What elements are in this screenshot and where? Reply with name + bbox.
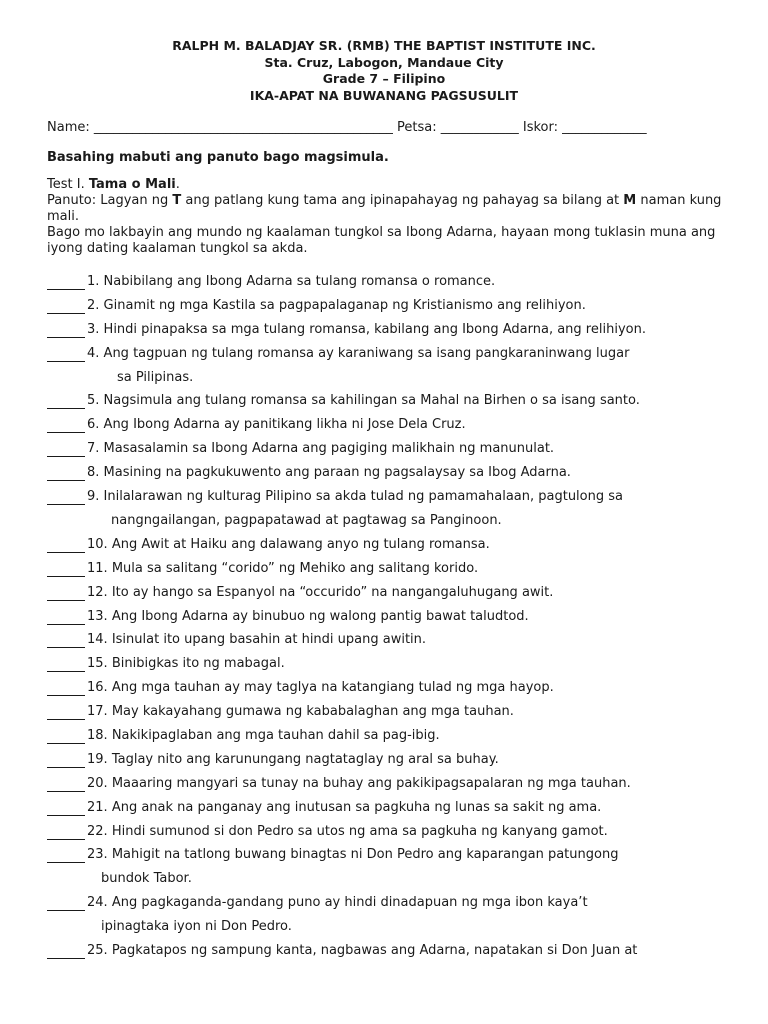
question-text (87, 294, 747, 318)
date-field[interactable]: ____________ (440, 120, 519, 135)
question-text (87, 342, 747, 390)
student-info-line (47, 120, 647, 135)
question-continuation: nangngailangan, pagpapatawad at pagtawag sa Panginoon. (111, 512, 502, 528)
answer-blank[interactable] (47, 656, 85, 672)
question-line (87, 322, 646, 337)
school-address: Sta. Cruz, Labogon, Mandaue City (264, 54, 504, 70)
question-statement: Nabibilang ang Ibong Adarna sa tulang romansa o romance. (103, 274, 496, 289)
answer-blank[interactable] (47, 943, 85, 959)
question-statement: May kakayahang gumawa ng kababalaghan ang mga tauhan. (111, 704, 514, 720)
question-line (87, 465, 571, 480)
question-number: 4. (87, 345, 100, 361)
question-statement: Ang Ibong Adarna ay panitikang likha ni Jose Dela Cruz. (103, 417, 466, 433)
question-text (87, 605, 747, 629)
question-number: 21. (87, 799, 108, 815)
question-number: 10. (87, 536, 108, 552)
question-statement: Ang pagkaganda-gandang puno ay hindi dinadapuan ng mga ibon kaya’t (111, 895, 588, 911)
question-statement: Binibigkas ito ng mabagal. (111, 656, 285, 672)
question-text (87, 389, 747, 413)
question-text (87, 748, 747, 772)
question-number: 11. (87, 560, 108, 576)
question-line (87, 800, 601, 815)
question-line (87, 417, 466, 432)
question-statement: Hindi pinapaksa sa mga tulang romansa, kabilang ang Ibong Adarna, ang relihiyon. (103, 321, 646, 337)
question-text (87, 700, 747, 724)
question-text (87, 270, 747, 294)
question-line (87, 728, 440, 743)
question-item (47, 943, 747, 967)
question-line (87, 680, 554, 695)
question-line (87, 346, 629, 361)
question-number: 23. (87, 847, 108, 863)
test-prefix: Test I. (47, 177, 89, 192)
question-number: 7. (87, 441, 100, 457)
question-text (87, 939, 747, 963)
answer-blank[interactable] (47, 274, 85, 290)
question-line (87, 824, 608, 839)
question-statement: Ang Ibong Adarna ay binubuo ng walong pantig bawat taludtod. (111, 608, 529, 624)
question-text (87, 413, 747, 437)
question-number: 18. (87, 727, 108, 743)
question-text (87, 843, 747, 891)
question-text (87, 796, 747, 820)
test-title: Tama o Mali (88, 177, 176, 192)
question-number: 24. (87, 895, 108, 911)
answer-blank[interactable] (47, 441, 85, 457)
question-number: 3. (87, 321, 100, 337)
question-text (87, 485, 747, 533)
question-line (87, 585, 553, 600)
question-text (87, 461, 747, 485)
question-item (47, 847, 747, 895)
question-text (87, 676, 747, 700)
question-line (87, 489, 623, 504)
question-text (87, 652, 747, 676)
question-line (87, 943, 637, 958)
question-statement: Inilalarawan ng kulturag Pilipino sa akda tulad ng pamamahalaan, pagtulong sa (103, 489, 623, 505)
question-statement: Ang anak na panganay ang inutusan sa pagkuha ng lunas sa sakit ng ama. (111, 799, 602, 815)
question-line (87, 609, 529, 624)
question-line (87, 274, 495, 289)
question-number: 2. (87, 297, 100, 313)
answer-blank[interactable] (47, 489, 85, 505)
question-number: 13. (87, 608, 108, 624)
question-text (87, 437, 747, 461)
question-line (87, 895, 588, 910)
panuto-true-letter: T (172, 193, 182, 208)
answer-blank[interactable] (47, 346, 85, 362)
question-text (87, 581, 747, 605)
answer-blank[interactable] (47, 298, 85, 314)
score-label: Iskor: (518, 120, 563, 135)
question-statement: Mula sa salitang “corido” ng Mehiko ang salitang korido. (111, 560, 479, 576)
question-number: 25. (87, 943, 108, 958)
question-number: 14. (87, 632, 108, 648)
name-label: Name: (47, 120, 94, 135)
question-statement: Maaaring mangyari sa tunay na buhay ang pakikipagsapalaran ng mga tauhan. (111, 775, 631, 791)
question-text (87, 891, 747, 939)
question-line (87, 441, 554, 456)
question-number: 19. (87, 751, 108, 767)
answer-blank[interactable] (47, 704, 85, 720)
panuto-text-c: naman kung mali. (47, 193, 722, 224)
question-number: 12. (87, 584, 108, 600)
question-text (87, 318, 747, 342)
question-line (87, 393, 640, 408)
question-line (87, 776, 631, 791)
question-continuation: ipinagtaka iyon ni Don Pedro. (101, 919, 292, 935)
answer-blank[interactable] (47, 800, 85, 816)
question-item (47, 346, 747, 394)
question-item (47, 489, 747, 537)
answer-blank[interactable] (47, 824, 85, 840)
question-line (87, 537, 490, 552)
question-number: 15. (87, 656, 108, 672)
answer-blank[interactable] (47, 632, 85, 648)
answer-blank[interactable] (47, 752, 85, 768)
test-suffix: . (175, 177, 180, 192)
exam-title: IKA-APAT NA BUWANANG PAGSUSULIT (249, 87, 519, 103)
question-statement: Ang Awit at Haiku ang dalawang anyo ng tulang romansa. (111, 536, 490, 552)
question-number: 17. (87, 704, 108, 720)
question-statement: Masining na pagkukuwento ang paraan ng pagsalaysay sa Ibog Adarna. (103, 465, 571, 481)
question-text (87, 533, 747, 557)
instructions (47, 150, 737, 257)
question-number: 22. (87, 823, 108, 839)
question-number: 8. (87, 465, 100, 481)
question-statement: Mahigit na tatlong buwang binagtas ni Don Pedro ang kaparangan patungong (111, 847, 619, 863)
question-number: 6. (87, 417, 100, 433)
panuto-text-b: ang patlang kung tama ang ipinapahayag ng pahayag sa bilang at (181, 193, 624, 208)
answer-blank[interactable] (47, 417, 85, 433)
panuto-text-a: Panuto: Lagyan ng (47, 193, 173, 208)
test-heading (47, 177, 737, 193)
answer-blank[interactable] (47, 847, 85, 863)
question-number: 16. (87, 680, 108, 696)
question-statement: Taglay nito ang karunungang nagtataglay ng aral sa buhay. (111, 751, 499, 767)
answer-blank[interactable] (47, 776, 85, 792)
general-instruction: Basahing mabuti ang panuto bago magsimula. (47, 150, 389, 165)
question-text (87, 772, 747, 796)
answer-blank[interactable] (47, 561, 85, 577)
exam-header (0, 38, 768, 104)
date-label: Petsa: (392, 120, 441, 135)
answer-blank[interactable] (47, 609, 85, 625)
question-statement: Ito ay hango sa Espanyol na “occurido” na nangangaluhugang awit. (111, 584, 554, 600)
question-statement: Pagkatapos ng sampung kanta, nagbawas ang Adarna, napatakan si Don Juan at (111, 943, 638, 958)
question-line (87, 704, 514, 719)
answer-blank[interactable] (47, 728, 85, 744)
question-number: 1. (87, 274, 100, 289)
school-name: RALPH M. BALADJAY SR. (RMB) THE BAPTIST INSTITUTE INC. (172, 38, 596, 53)
answer-blank[interactable] (47, 465, 85, 481)
question-line (87, 656, 285, 671)
intro-text: Bago mo lakbayin ang mundo ng kaalaman tungkol sa Ibong Adarna, hayaan mong tuklasin muna ang iyong dating kaalaman tungkol sa akda. (47, 225, 716, 256)
question-continuation: sa Pilipinas. (117, 369, 194, 385)
question-statement: Hindi sumunod si don Pedro sa utos ng ama sa pagkuha ng kanyang gamot. (111, 823, 608, 839)
question-statement: Ang mga tauhan ay may taglya na katangiang tulad ng mga hayop. (111, 680, 554, 696)
answer-blank[interactable] (47, 537, 85, 553)
question-line (87, 847, 618, 862)
panuto-false-letter: M (623, 193, 637, 208)
question-text (87, 724, 747, 748)
question-line (87, 752, 499, 767)
question-statement: Masasalamin sa Ibong Adarna ang pagiging malikhain ng manunulat. (103, 441, 555, 457)
question-statement: Nakikipaglaban ang mga tauhan dahil sa pag-ibig. (111, 727, 440, 743)
question-statement: Ginamit ng mga Kastila sa pagpapalaganap ng Kristianismo ang relihiyon. (103, 297, 586, 313)
question-text (87, 820, 747, 844)
panuto (47, 193, 737, 225)
score-field[interactable]: _____________ (562, 120, 647, 135)
question-item (47, 895, 747, 943)
question-statement: Ang tagpuan ng tulang romansa ay karaniwang sa isang pangkaraninwang lugar (103, 345, 630, 361)
answer-blank[interactable] (47, 585, 85, 601)
answer-blank[interactable] (47, 322, 85, 338)
grade-subject: Grade 7 – Filipino (322, 71, 446, 86)
answer-blank[interactable] (47, 393, 85, 409)
question-number: 9. (87, 489, 100, 505)
answer-blank[interactable] (47, 680, 85, 696)
question-statement: Isinulat ito upang basahin at hindi upang awitin. (111, 632, 427, 648)
question-text (87, 628, 747, 652)
question-number: 5. (87, 393, 100, 409)
name-field[interactable]: ______________________________________________ (93, 120, 393, 135)
question-line (87, 632, 426, 647)
question-continuation: bundok Tabor. (101, 871, 192, 887)
question-text (87, 557, 747, 581)
answer-blank[interactable] (47, 895, 85, 911)
question-statement: Nagsimula ang tulang romansa sa kahilingan sa Mahal na Birhen o sa isang santo. (103, 393, 640, 409)
question-line (87, 561, 478, 576)
question-number: 20. (87, 775, 108, 791)
question-line (87, 298, 586, 313)
question-list (47, 274, 747, 967)
